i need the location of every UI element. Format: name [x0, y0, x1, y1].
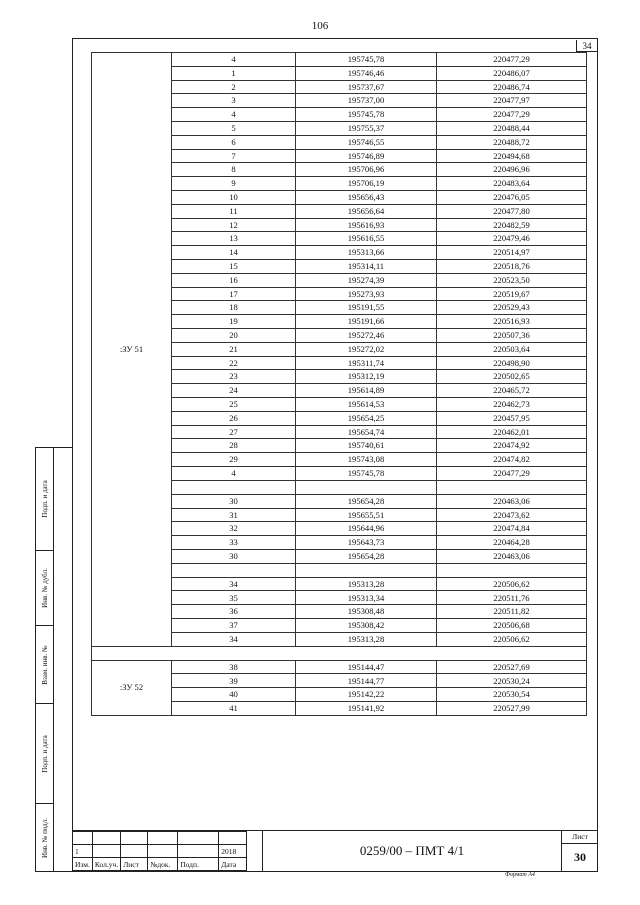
coord-x: 195191,55	[296, 301, 437, 315]
coord-x: 195737,00	[296, 94, 437, 108]
point-number: 25	[172, 397, 296, 411]
coord-y: 220488,44	[437, 121, 587, 135]
stamp-label: Подп. и дата	[40, 734, 49, 773]
coord-x: 195654,28	[296, 549, 437, 563]
title-block-grid	[72, 831, 247, 871]
point-number: 31	[172, 508, 296, 522]
coord-y: 220506,62	[437, 632, 587, 646]
coord-x: 195144,47	[296, 660, 437, 674]
hdr-change: Изм.	[73, 858, 93, 871]
coord-y: 220530,24	[437, 674, 587, 688]
coord-x: 195655,51	[296, 508, 437, 522]
point-number: 26	[172, 411, 296, 425]
coord-y: 220503,64	[437, 342, 587, 356]
coord-x: 195745,78	[296, 108, 437, 122]
coord-x: 195706,19	[296, 177, 437, 191]
point-number: 6	[172, 135, 296, 149]
point-number: 3	[172, 94, 296, 108]
point-number: 35	[172, 591, 296, 605]
point-number: 2	[172, 80, 296, 94]
coord-x: 195272,02	[296, 342, 437, 356]
coord-y: 220529,43	[437, 301, 587, 315]
point-number: 1	[172, 66, 296, 80]
point-number: 40	[172, 688, 296, 702]
point-number: 21	[172, 342, 296, 356]
coord-y: 220464,28	[437, 536, 587, 550]
coord-y: 220527,69	[437, 660, 587, 674]
coord-x: 195755,37	[296, 121, 437, 135]
table-row	[92, 53, 587, 67]
point-number: 16	[172, 273, 296, 287]
coord-y: 220474,92	[437, 439, 587, 453]
coord-x: 195191,66	[296, 315, 437, 329]
point-number: 4	[172, 466, 296, 480]
coord-x: 195746,55	[296, 135, 437, 149]
point-number: 12	[172, 218, 296, 232]
coord-x: 195654,25	[296, 411, 437, 425]
point-number: 18	[172, 301, 296, 315]
year: 2018	[219, 845, 247, 858]
coord-y: 220511,76	[437, 591, 587, 605]
coord-x: 195616,55	[296, 232, 437, 246]
coord-x: 195314,11	[296, 259, 437, 273]
hdr-sign: Подп.	[178, 858, 219, 871]
coord-y: 220527,99	[437, 702, 587, 716]
stamp-replace-inv	[36, 626, 53, 704]
point-number: 19	[172, 315, 296, 329]
coord-y: 220473,62	[437, 508, 587, 522]
coord-x: 195313,28	[296, 632, 437, 646]
point-number: 20	[172, 328, 296, 342]
sheet-divider	[562, 843, 598, 844]
point-number: 41	[172, 702, 296, 716]
coord-y: 220483,64	[437, 177, 587, 191]
hdr-count: Кол.уч.	[92, 858, 120, 871]
stamp-inv-orig	[36, 804, 53, 872]
point-number: 10	[172, 190, 296, 204]
coordinates-table	[91, 52, 587, 716]
coord-y: 220486,74	[437, 80, 587, 94]
stamp-label: Подп. и дата	[40, 480, 49, 518]
coord-y: 220462,73	[437, 397, 587, 411]
coord-y: 220486,07	[437, 66, 587, 80]
table-row	[92, 660, 587, 674]
coord-y: 220507,36	[437, 328, 587, 342]
coord-x: 195272,46	[296, 328, 437, 342]
document-code: 0259/00 – ПМТ 4/1	[262, 830, 562, 872]
coord-y: 220477,97	[437, 94, 587, 108]
coord-y: 220511,82	[437, 605, 587, 619]
coord-x: 195746,89	[296, 149, 437, 163]
hdr-date: Дата	[219, 858, 247, 871]
coord-y: 220516,93	[437, 315, 587, 329]
coord-x: 195745,78	[296, 53, 437, 67]
coord-x: 195743,08	[296, 453, 437, 467]
coord-x: 195654,28	[296, 494, 437, 508]
coord-x: 195141,92	[296, 702, 437, 716]
coord-y: 220477,29	[437, 53, 587, 67]
zone-label: :ЗУ 51	[92, 53, 172, 647]
stamp-label: Инв. № дубл.	[40, 568, 49, 608]
coord-x: 195740,61	[296, 439, 437, 453]
coord-y: 220465,72	[437, 384, 587, 398]
point-number: 14	[172, 246, 296, 260]
coord-y: 220530,54	[437, 688, 587, 702]
page-number: 106	[311, 20, 329, 32]
coord-y: 220514,97	[437, 246, 587, 260]
stamp-divider	[53, 448, 54, 871]
stamp-sign-date-2	[36, 704, 53, 804]
coord-x: 195308,48	[296, 605, 437, 619]
point-number: 15	[172, 259, 296, 273]
point-number: 38	[172, 660, 296, 674]
point-number: 11	[172, 204, 296, 218]
coord-y: 220474,82	[437, 453, 587, 467]
point-number: 33	[172, 536, 296, 550]
coord-x: 195312,19	[296, 370, 437, 384]
coord-y: 220518,76	[437, 259, 587, 273]
zone-label: :ЗУ 52	[92, 660, 172, 715]
point-number: 29	[172, 453, 296, 467]
coord-x: 195313,34	[296, 591, 437, 605]
change-number: 1	[73, 845, 93, 858]
sheet-label: Лист	[572, 832, 588, 841]
coord-y: 220506,62	[437, 577, 587, 591]
point-number: 22	[172, 356, 296, 370]
point-number: 27	[172, 425, 296, 439]
point-number: 34	[172, 632, 296, 646]
coord-y: 220502,65	[437, 370, 587, 384]
coord-y: 220476,05	[437, 190, 587, 204]
point-number: 4	[172, 53, 296, 67]
coord-y: 220519,67	[437, 287, 587, 301]
point-number: 32	[172, 522, 296, 536]
point-number: 17	[172, 287, 296, 301]
coord-x: 195311,74	[296, 356, 437, 370]
coord-y: 220463,06	[437, 549, 587, 563]
coord-x: 195706,96	[296, 163, 437, 177]
coord-y: 220457,95	[437, 411, 587, 425]
coord-y: 220488,72	[437, 135, 587, 149]
coord-x: 195644,96	[296, 522, 437, 536]
coord-x: 195614,89	[296, 384, 437, 398]
coord-x: 195616,93	[296, 218, 437, 232]
coord-y: 220477,29	[437, 466, 587, 480]
coord-x: 195313,28	[296, 577, 437, 591]
sheet-number-top: 34	[576, 40, 598, 52]
coord-y: 220494,68	[437, 149, 587, 163]
coord-x: 195746,46	[296, 66, 437, 80]
coord-x: 195142,22	[296, 688, 437, 702]
coord-y: 220506,68	[437, 619, 587, 633]
coord-y: 220498,90	[437, 356, 587, 370]
coord-x: 195274,39	[296, 273, 437, 287]
coord-y: 220523,50	[437, 273, 587, 287]
coord-x: 195745,78	[296, 466, 437, 480]
stamp-sign-date-1	[36, 448, 53, 551]
coord-y: 220462,01	[437, 425, 587, 439]
point-number: 30	[172, 549, 296, 563]
point-number: 28	[172, 439, 296, 453]
left-vertical-stamp	[35, 447, 72, 872]
coord-x: 195614,53	[296, 397, 437, 411]
coord-x: 195656,64	[296, 204, 437, 218]
coord-y: 220477,80	[437, 204, 587, 218]
coord-x: 195144,77	[296, 674, 437, 688]
coord-x: 195654,74	[296, 425, 437, 439]
coord-x: 195313,66	[296, 246, 437, 260]
point-number: 30	[172, 494, 296, 508]
zone-separator-row	[92, 646, 587, 660]
stamp-label: Инв. № подл.	[40, 818, 49, 858]
stamp-label: Взам. инв. №	[40, 644, 49, 685]
point-number: 23	[172, 370, 296, 384]
point-number: 36	[172, 605, 296, 619]
point-number: 5	[172, 121, 296, 135]
point-number: 13	[172, 232, 296, 246]
point-number: 24	[172, 384, 296, 398]
coord-x: 195273,93	[296, 287, 437, 301]
point-number: 7	[172, 149, 296, 163]
format-label: Формат А4	[505, 872, 535, 878]
point-number: 37	[172, 619, 296, 633]
stamp-inv-dup	[36, 551, 53, 626]
coord-y: 220463,06	[437, 494, 587, 508]
point-number: 39	[172, 674, 296, 688]
hdr-doc: №док.	[148, 858, 178, 871]
point-number: 4	[172, 108, 296, 122]
coord-x: 195656,43	[296, 190, 437, 204]
hdr-sheet: Лист	[121, 858, 148, 871]
coord-x: 195643,73	[296, 536, 437, 550]
point-number: 34	[172, 577, 296, 591]
coord-y: 220482,59	[437, 218, 587, 232]
point-number: 9	[172, 177, 296, 191]
coord-y: 220479,46	[437, 232, 587, 246]
coord-x: 195308,42	[296, 619, 437, 633]
point-number: 8	[172, 163, 296, 177]
coord-y: 220474,84	[437, 522, 587, 536]
coord-x: 195737,67	[296, 80, 437, 94]
sheet-number: 30	[574, 850, 586, 864]
coord-y: 220477,29	[437, 108, 587, 122]
coord-y: 220496,96	[437, 163, 587, 177]
